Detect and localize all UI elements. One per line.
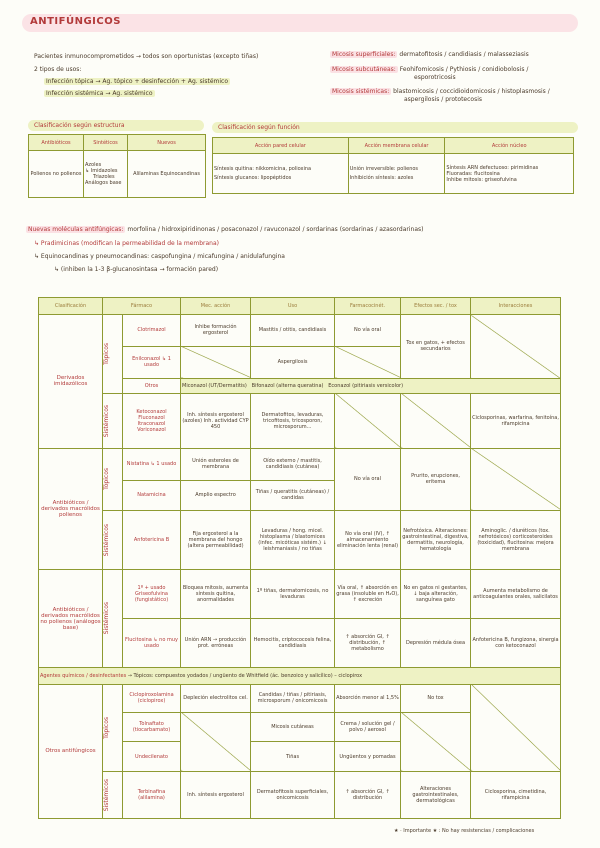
nista-far: No vía oral <box>335 448 401 510</box>
keto-ef <box>401 393 471 448</box>
nista-mec: Unión esteroles de membrana <box>181 448 251 480</box>
fluci-uso: Hemocitis, criptococosis felina, candidiasis <box>251 619 335 668</box>
drug-terbinafina: Terbinafina (alilamina) <box>123 772 181 819</box>
estructura-cell-3: Alilaminas Equinocandinas <box>128 151 206 198</box>
terbi-far: ↑ absorción GI, ↑ distribución <box>335 772 401 819</box>
anfo-far: No vía oral (IV), ↑ almacenamiento eliminación lenta (renal) <box>335 510 401 570</box>
nista-uso: Oído externo / mastitis, candidiasis (cutánea) <box>251 448 335 480</box>
clot-far: No vía oral <box>335 315 401 347</box>
drug-natamicina: Natamicina <box>123 480 181 510</box>
header-interacciones: Interacciones <box>471 298 561 315</box>
ciclo-far: Absorción menor al 1,5% <box>335 684 401 712</box>
drug-griseofulvina: 1º + usado Griseofulvina (fungistático) <box>123 570 181 619</box>
griseo-ef: No en gatos ni gestantes, ↓ baja alteración, sanguínea gato <box>401 570 471 619</box>
topicos-label-3: Tópicos <box>103 684 123 771</box>
keto-mec: Inh. síntesis ergosterol (azoles) Inh. actividad CYP 450 <box>181 393 251 448</box>
undec-far: Ungüentos y pomadas <box>335 742 401 772</box>
topicos-label-2: Tópicos <box>103 448 123 510</box>
intro-bullet-2b: Infección sistémica → Ag. sistémico <box>46 90 153 97</box>
terbi-uso: Dermatofitosis superficiales, onicomicosis <box>251 772 335 819</box>
undec-uso: Tiñas <box>251 742 335 772</box>
funcion-col-2: Acción membrana celular <box>348 138 445 154</box>
clot-mec: Inhibe formación ergosterol <box>181 315 251 347</box>
estructura-col-3: Nuevos <box>128 135 206 151</box>
enil-uso: Aspergilosis <box>251 346 335 378</box>
sistemicos-label-3: Sistémicos <box>103 570 123 668</box>
micosis-subcutaneas-2: esporotricosis <box>414 74 456 81</box>
funcion-cell-2: Unión irreversible: polienos Inhibición síntesis: azoles <box>348 154 445 194</box>
nuevas-line-1: Nuevas moléculas antifúngicas: morfolina / hidroxipiridinonas / posaconazol / ravuconazol / sordarinas (sordarinas / azasordarinas) <box>28 226 424 233</box>
clot-uso: Mastitis / otitis, candidiasis <box>251 315 335 347</box>
ciclo-mec: Depleción electrolitos cel. <box>181 684 251 712</box>
funcion-table <box>212 137 574 194</box>
header-farmaco: Fármaco <box>103 298 181 315</box>
drug-ciclopirox: Ciclopiroxolamina (ciclopirox) <box>123 684 181 712</box>
tolna-far: Crema / solución gel / polvo / aerosol <box>335 712 401 742</box>
footer-legend: ★ · Importante ★ : No hay resistencias / complicaciones <box>394 828 535 834</box>
micosis-superficiales: Micosis superficiales: dermatofitosis / candidiasis / malasseziasis <box>332 51 529 58</box>
ciclo-int <box>471 684 561 771</box>
griseo-int: Aumenta metabolismo de anticoagulantes orales, salicilatos <box>471 570 561 619</box>
header-clasificacion: Clasificación <box>39 298 103 315</box>
anfo-uso: Levaduras / hong. micel. histoplasma / blastomices (infec. micóticas sistém.) ↓ leishmaniasis / no tiñas <box>251 510 335 570</box>
griseo-uso: 1º tiñas, dermatomicosis, no levaduras <box>251 570 335 619</box>
estructura-heading: Clasificación según estructura <box>28 120 204 131</box>
tolna-mec <box>181 712 251 772</box>
fluci-mec: Unión ARN → producción prot. erróneas <box>181 619 251 668</box>
intro-bullet-1: Pacientes inmunocomprometidos → todos son oportunistas (excepto tiñas) <box>34 53 259 60</box>
clot-ef: Tox en gatos, + efectos secundarios <box>401 315 471 379</box>
fluci-int: Anfotericina B, fungizona, sinergia con ketoconazol <box>471 619 561 668</box>
funcion-cell-3: Síntesis ARN defectuoso: pirimidinas Fluoradas: flucitosina Inhibe mitosis: griseofulvina <box>445 154 574 194</box>
tolna-uso: Micosis cutáneas <box>251 712 335 742</box>
drug-undecilenato: Undecilenato <box>123 742 181 772</box>
keto-int: Ciclosporinas, warfarina, fenitoína, rifampicina <box>471 393 561 448</box>
group-polienos: Antibióticos / derivados macrólidos polienos <box>39 448 103 569</box>
funcion-col-1: Acción pared celular <box>213 138 349 154</box>
terbi-mec: Inh. síntesis ergosterol <box>181 772 251 819</box>
fluci-far: ↑ absorción GI, ↑ distribución, ↑ metabolismo <box>335 619 401 668</box>
fluci-ef: Depresión médula ósea <box>401 619 471 668</box>
griseo-far: Vía oral, ↑ absorción en grasa (insoluble en H₂O), ↑ excreción <box>335 570 401 619</box>
keto-uso: Dermatofitos, levaduras, tricofitosis, tricosporon, microsporum... <box>251 393 335 448</box>
nista-int <box>471 448 561 510</box>
keto-far <box>335 393 401 448</box>
clot-int <box>471 315 561 379</box>
sistemicos-label-1: Sistémicos <box>103 393 123 448</box>
header-farmacocinetica: Farmacocinét. <box>335 298 401 315</box>
main-table <box>38 297 561 819</box>
anfo-int: Aminoglic. / diuréticos (tox. nefrotóxicos) corticosteroides (toxicidad), flucitosina: mejora membrana <box>471 510 561 570</box>
drug-tolnaftato: Tolnaftato (tiocarbamato) <box>123 712 181 742</box>
griseo-mec: Bloquea mitosis, aumenta síntesis quitina, anormalidades <box>181 570 251 619</box>
sistemicos-label-2: Sistémicos <box>103 510 123 570</box>
intro-bullet-2a: Infección tópica → Ag. tópico + desinfección + Ag. sistémico <box>46 78 229 85</box>
estructura-cell-2: Azoles ↳ Imidazoles Triazoles Análogos base <box>84 151 128 198</box>
group-no-polienos: Antibióticos / derivados macrólidos no polienos (análogos base) <box>39 570 103 668</box>
micosis-subcutaneas: Micosis subcutáneas: Feohifomicosis / Pythiosis / conidiobolosis / <box>332 66 529 73</box>
terbi-int: Ciclosporina, cimetidina, rifampicina <box>471 772 561 819</box>
anfo-mec: Fija ergosterol a la membrana del hongo (altera permeabilidad) <box>181 510 251 570</box>
nata-uso: Tiñas / queratitis (cutáneas) / candidas <box>251 480 335 510</box>
sistemicos-label-4: Sistémicos <box>103 772 123 819</box>
header-mec: Mec. acción <box>181 298 251 315</box>
drug-flucitosina: Flucitosina ↳ no muy usado <box>123 619 181 668</box>
group-imidazolicos: Derivados imidazólicos <box>39 315 103 449</box>
micosis-sistemicas: Micosis sistémicas: blastomicosis / coccidioidomicosis / histoplasmosis / <box>332 88 550 95</box>
funcion-col-3: Acción núcleo <box>445 138 574 154</box>
header-uso: Uso <box>251 298 335 315</box>
drug-otros: Otros <box>123 378 181 393</box>
drug-ketoconazol: Ketoconazol Fluconazol Itraconazol Voriconazol <box>123 393 181 448</box>
micosis-sistemicas-2: aspergilosis / prototecosis <box>404 96 483 103</box>
tolna-ef <box>401 712 471 772</box>
intro-bullet-2: 2 tipos de usos: <box>34 66 82 73</box>
estructura-cell-1: Polienos no polienos <box>29 151 84 198</box>
enil-far <box>335 346 401 378</box>
agentes-band: Agentes químicos / desinfectantes → Tópicos: compuestos yodados / ungüento de Whitfield (ác. benzoico y salicílico) – ciclopirox <box>39 667 561 684</box>
drug-nistatina: Nistatina ↳ 1 usado <box>123 448 181 480</box>
funcion-heading: Clasificación según función <box>212 122 578 133</box>
drug-enilconazol: Enilconazol ↳ 1 usado <box>123 346 181 378</box>
header-efectos: Efectos sec. / tox <box>401 298 471 315</box>
nista-ef: Prurito, erupciones, eritema <box>401 448 471 510</box>
nuevas-line-2: ↳ Pradimicinas (modifican la permeabilidad de la membrana) <box>34 240 220 247</box>
page-title: ANTIFÚNGICOS <box>30 16 121 27</box>
otros-row: Miconazol (UT/Dermatitis) Bifonazol (alterna queratina) Econazol (pitiriasis versicolor) <box>181 378 561 393</box>
funcion-cell-1: Síntesis quitina: nikkomicina, polioxina Síntesis glucanos: lipopéptidos <box>213 154 349 194</box>
group-otros: Otros antifúngicos <box>39 684 103 818</box>
anfo-ef: Nefrotóxica. Alteraciones: gastrointestinal, digestiva, dermatitis, neurología, hematología <box>401 510 471 570</box>
nuevas-line-3: ↳ Equinocandinas y pneumocandinas: caspofungina / micafungina / anidulafungina <box>34 253 285 260</box>
terbi-ef: Alteraciones gastrointestinales, dermatológicas <box>401 772 471 819</box>
drug-anfotericina: Anfotericina B <box>123 510 181 570</box>
nata-mec: Amplio espectro <box>181 480 251 510</box>
estructura-col-1: Antibióticos <box>29 135 84 151</box>
enil-mec <box>181 346 251 378</box>
estructura-table <box>28 134 206 198</box>
ciclo-uso: Candidas / tiñas / pitiriasis, microsporum / onicomicosis <box>251 684 335 712</box>
nuevas-line-4: ↳ (inhiben la 1-3 β-glucanosintasa → formación pared) <box>54 266 219 273</box>
drug-clotrimazol: Clotrimazol <box>123 315 181 347</box>
ciclo-ef: No tox <box>401 684 471 712</box>
topicos-label-1: Tópicos <box>103 315 123 394</box>
estructura-col-2: Sintéticos <box>84 135 128 151</box>
